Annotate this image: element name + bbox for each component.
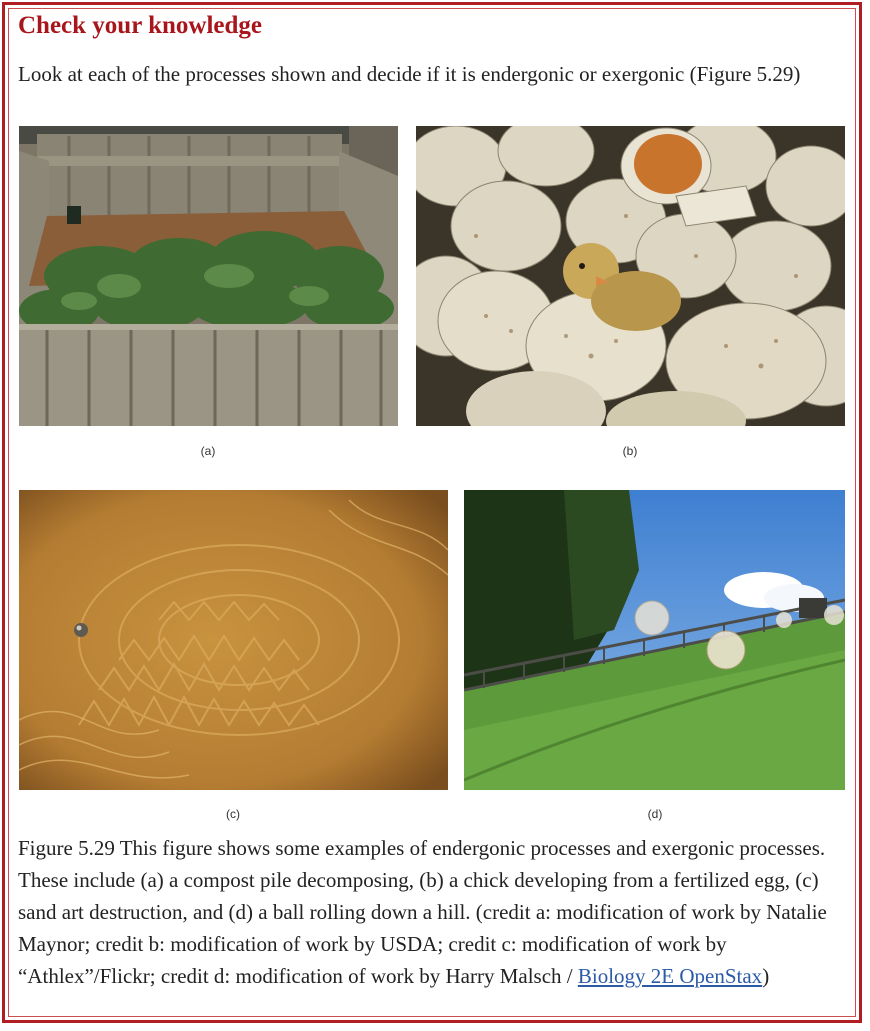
openstax-credit-link[interactable]: Biology 2E OpenStax bbox=[577, 964, 763, 988]
panel-c-label: (c) bbox=[226, 807, 240, 821]
chick-hatching-photo bbox=[416, 126, 845, 426]
intro-text: Look at each of the processes shown and decide if it is endergonic or exergonic (Figure 5.29) bbox=[18, 62, 801, 86]
ball-rolling-hill-photo bbox=[464, 490, 845, 790]
compost-pile-photo bbox=[19, 126, 398, 426]
caption-end: ) bbox=[762, 964, 770, 988]
panel-a-label: (a) bbox=[200, 444, 216, 458]
panel-d-label: (d) bbox=[647, 807, 663, 821]
panel-b-label: (b) bbox=[622, 444, 638, 458]
sand-art-photo bbox=[19, 490, 448, 790]
heading: Check your knowledge bbox=[18, 12, 263, 39]
figure-caption bbox=[18, 832, 850, 992]
caption-text: Figure 5.29 This figure shows some examples of endergonic processes and exergonic processes. These include (a) a compost pile decomposing, (b) a chick developing from a fertilized egg, (c) sand art destruction, and (d) a ball rolling down a hill. (credit a: modification of work by Natalie Maynor; credit b: modification of work by USDA; credit c: modification of work by “Athlex”/Flickr; credit d: modification of work by Harry Malsch / bbox=[18, 836, 827, 988]
